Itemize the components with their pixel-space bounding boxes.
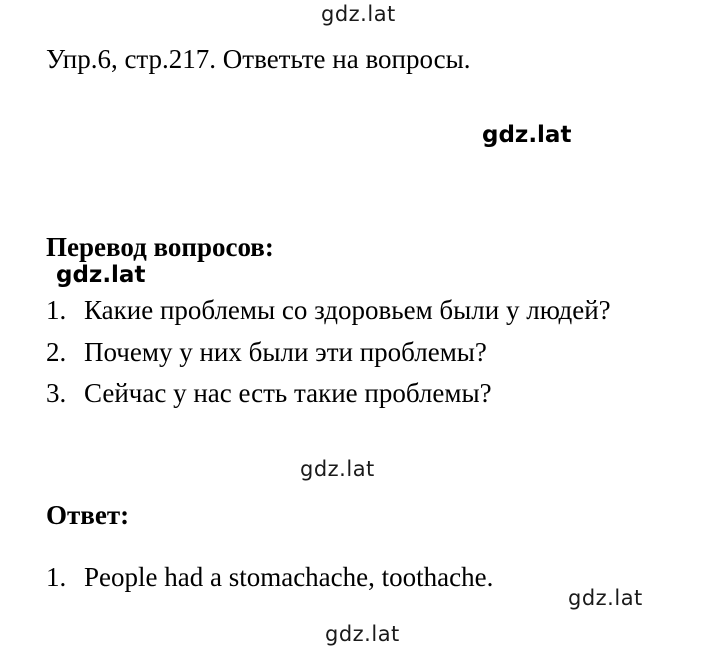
question-number: 2. [46,337,67,367]
question-text: Сейчас у нас есть такие проблемы? [84,378,492,408]
question-item [46,295,611,326]
question-text: Почему у них были эти проблемы? [84,337,487,367]
answer-heading: Ответ: [46,500,130,530]
watermark: gdz.lat [325,622,400,646]
question-item [46,337,487,368]
watermark: gdz.lat [300,457,375,481]
question-item [46,378,492,409]
answer-text: People had a stomachache, toothache. [84,562,494,592]
watermark: gdz.lat [56,262,146,288]
exercise-title: Упр.6, стр.217. Ответьте на вопросы. [46,44,471,74]
translation-heading: Перевод вопросов: [46,232,274,262]
question-number: 3. [46,378,67,408]
watermark: gdz.lat [482,122,572,148]
watermark: gdz.lat [321,2,396,26]
watermark: gdz.lat [568,586,643,610]
question-text: Какие проблемы со здоровьем были у людей? [84,295,611,325]
question-number: 1. [46,295,67,325]
answer-number: 1. [46,562,67,592]
answer-item [46,562,493,593]
